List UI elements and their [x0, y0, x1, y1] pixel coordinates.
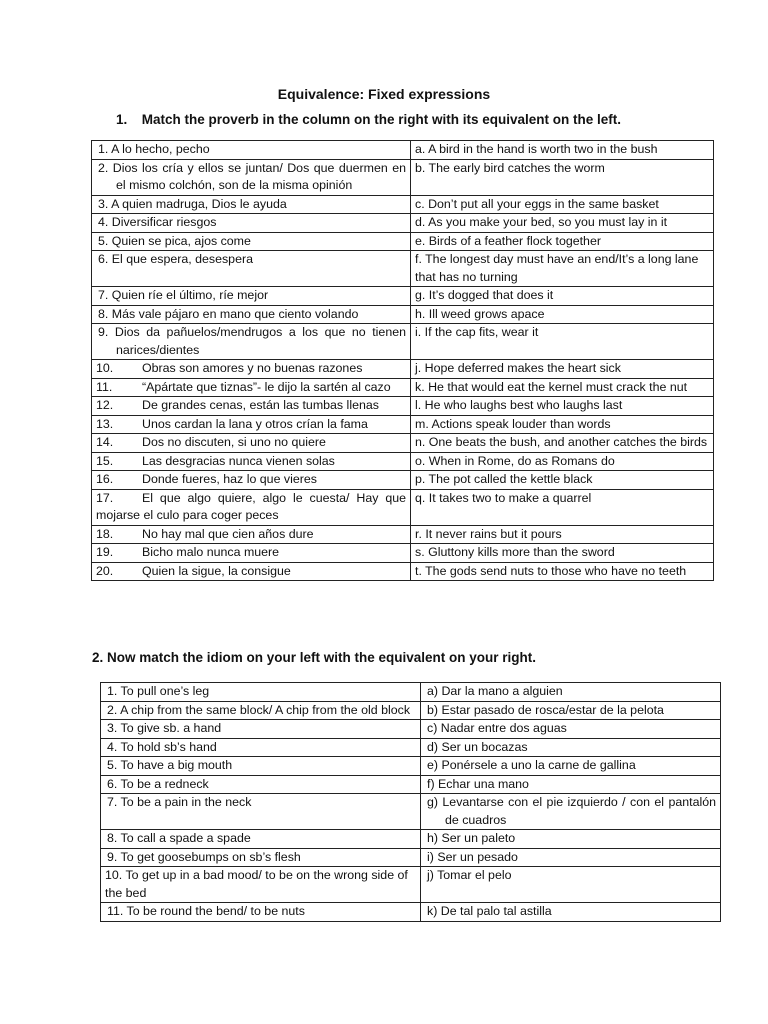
proverb-spanish-cell: 7. Quien ríe el último, ríe mejor [92, 287, 411, 306]
idiom-english-cell: 9. To get goosebumps on sb’s flesh [101, 848, 421, 867]
proverb-spanish-cell: 9. Dios da pañuelos/mendrugos a los que no tienen narices/dientes [92, 324, 411, 360]
proverb-spanish-text: Bicho malo nunca muere [142, 545, 280, 559]
idiom-spanish-cell: d) Ser un bocazas [421, 738, 721, 757]
proverb-number: 17. [96, 490, 114, 505]
idiom-row [101, 757, 721, 776]
proverb-spanish-cell [92, 562, 411, 581]
proverb-english-cell: n. One beats the bush, and another catches the birds [411, 434, 714, 453]
proverb-english-cell: q. It takes two to make a quarrel [411, 489, 714, 525]
proverb-english-cell: t. The gods send nuts to those who have no teeth [411, 562, 714, 581]
idiom-english-cell: 6. To be a redneck [101, 775, 421, 794]
proverb-spanish-cell [92, 525, 411, 544]
idiom-english-cell: 8. To call a spade a spade [101, 830, 421, 849]
idiom-spanish-cell: h) Ser un paleto [421, 830, 721, 849]
proverb-spanish-text: Quien la sigue, la consigue [142, 563, 291, 578]
idiom-english-cell: 2. A chip from the same block/ A chip from the old block [101, 701, 421, 720]
proverb-english-cell: k. He that would eat the kernel must crack the nut [411, 378, 714, 397]
proverb-english-cell: o. When in Rome, do as Romans do [411, 452, 714, 471]
idiom-row [101, 720, 721, 739]
idiom-english-cell: 10. To get up in a bad mood/ to be on the wrong side of the bed [101, 867, 421, 903]
proverb-spanish-cell: 5. Quien se pica, ajos come [92, 232, 411, 251]
proverb-row [92, 415, 714, 434]
section2-heading: 2. Now match the idiom on your left with the equivalent on your right. [92, 650, 537, 665]
idiom-english-cell: 5. To have a big mouth [101, 757, 421, 776]
idiom-english-cell: 4. To hold sb’s hand [101, 738, 421, 757]
proverb-row [92, 452, 714, 471]
proverb-row [92, 324, 714, 360]
proverb-spanish-cell: 8. Más vale pájaro en mano que ciento volando [92, 305, 411, 324]
proverb-number: 16. [96, 472, 114, 486]
idiom-row [101, 683, 721, 702]
proverb-row [92, 232, 714, 251]
proverb-spanish-text: Las desgracias nunca vienen solas [142, 453, 335, 468]
proverb-english-cell: g. It’s dogged that does it [411, 287, 714, 306]
proverbs-table [91, 140, 714, 581]
proverb-number: 15. [96, 453, 114, 468]
idiom-row [101, 738, 721, 757]
proverb-number: 19. [96, 545, 114, 559]
proverb-english-cell: f. The longest day must have an end/It’s a long lane that has no turning [411, 251, 714, 287]
proverb-english-cell: e. Birds of a feather flock together [411, 232, 714, 251]
proverb-spanish-cell [92, 489, 411, 525]
proverb-row [92, 525, 714, 544]
proverb-english-cell: p. The pot called the kettle black [411, 471, 714, 490]
proverb-spanish-cell [92, 452, 411, 471]
section1-heading-text: Match the proverb in the column on the right with its equivalent on the left. [141, 112, 622, 127]
proverb-english-cell: j. Hope deferred makes the heart sick [411, 360, 714, 379]
proverb-row [92, 251, 714, 287]
idiom-row [101, 775, 721, 794]
proverb-spanish-cell [92, 434, 411, 453]
idiom-spanish-cell: k) De tal palo tal astilla [421, 903, 721, 922]
idiom-row [101, 701, 721, 720]
proverb-english-cell: b. The early bird catches the worm [411, 159, 714, 195]
proverb-number: 13. [96, 416, 114, 431]
section1-heading [116, 112, 621, 127]
proverb-spanish-text: El que algo quiere, algo le cuesta/ Hay que mojarse el culo para coger peces [96, 490, 406, 522]
proverb-row [92, 544, 714, 563]
proverb-spanish-cell [92, 378, 411, 397]
proverb-spanish-cell [92, 415, 411, 434]
proverb-number: 11. [96, 379, 113, 394]
proverb-spanish-text: “Apártate que tiznas”- le dijo la sartén al cazo [142, 379, 391, 394]
idiom-row [101, 794, 721, 830]
proverb-row [92, 287, 714, 306]
proverb-english-cell: m. Actions speak louder than words [411, 415, 714, 434]
proverb-spanish-cell: 6. El que espera, desespera [92, 251, 411, 287]
idiom-spanish-cell: a) Dar la mano a alguien [421, 683, 721, 702]
proverb-spanish-cell: 4. Diversificar riesgos [92, 214, 411, 233]
proverb-row [92, 360, 714, 379]
proverb-english-cell: h. Ill weed grows apace [411, 305, 714, 324]
proverb-number: 12. [96, 398, 114, 412]
proverb-english-cell: a. A bird in the hand is worth two in the bush [411, 141, 714, 160]
proverb-english-cell: i. If the cap fits, wear it [411, 324, 714, 360]
idiom-row [101, 830, 721, 849]
idiom-spanish-cell: c) Nadar entre dos aguas [421, 720, 721, 739]
proverb-row [92, 305, 714, 324]
proverb-spanish-text: Donde fueres, haz lo que vieres [142, 472, 317, 486]
proverb-english-cell: l. He who laughs best who laughs last [411, 397, 714, 416]
proverb-row [92, 562, 714, 581]
proverb-spanish-text: De grandes cenas, están las tumbas llenas [142, 398, 379, 412]
idiom-english-cell: 11. To be round the bend/ to be nuts [101, 903, 421, 922]
proverb-row [92, 489, 714, 525]
proverb-english-cell: r. It never rains but it pours [411, 525, 714, 544]
proverb-spanish-cell: 3. A quien madruga, Dios le ayuda [92, 195, 411, 214]
idiom-spanish-cell: e) Ponérsele a uno la carne de gallina [421, 757, 721, 776]
document-title: Equivalence: Fixed expressions [277, 86, 491, 102]
proverb-row [92, 195, 714, 214]
section1-number: 1. [116, 112, 128, 127]
idiom-spanish-cell: f) Echar una mano [421, 775, 721, 794]
proverb-row [92, 471, 714, 490]
idiom-english-cell: 1. To pull one’s leg [101, 683, 421, 702]
proverb-spanish-cell [92, 397, 411, 416]
proverb-number: 18. [96, 526, 114, 541]
proverb-spanish-cell [92, 360, 411, 379]
proverb-english-cell: c. Don’t put all your eggs in the same basket [411, 195, 714, 214]
proverb-number: 10. [96, 361, 114, 375]
proverb-spanish-cell [92, 544, 411, 563]
proverb-spanish-cell: 2. Dios los cría y ellos se juntan/ Dos que duermen en el mismo colchón, son de la misma opinión [92, 159, 411, 195]
idiom-spanish-cell: g) Levantarse con el pie izquierdo / con el pantalón de cuadros [421, 794, 721, 830]
proverb-row [92, 378, 714, 397]
idiom-row [101, 848, 721, 867]
proverb-number: 20. [96, 563, 114, 578]
proverb-english-cell: d. As you make your bed, so you must lay in it [411, 214, 714, 233]
idiom-row [101, 903, 721, 922]
idiom-spanish-cell: b) Estar pasado de rosca/estar de la pelota [421, 701, 721, 720]
idiom-spanish-cell: j) Tomar el pelo [421, 867, 721, 903]
idiom-row [101, 867, 721, 903]
idioms-table [100, 682, 721, 922]
proverb-row [92, 214, 714, 233]
proverb-english-cell: s. Gluttony kills more than the sword [411, 544, 714, 563]
idiom-spanish-cell: i) Ser un pesado [421, 848, 721, 867]
proverb-spanish-cell [92, 471, 411, 490]
proverb-row [92, 397, 714, 416]
proverb-number: 14. [96, 435, 114, 449]
idiom-english-cell: 7. To be a pain in the neck [101, 794, 421, 830]
proverb-spanish-text: Unos cardan la lana y otros crían la fama [142, 416, 368, 431]
proverb-row [92, 159, 714, 195]
proverb-spanish-text: Obras son amores y no buenas razones [142, 361, 363, 375]
proverb-row [92, 141, 714, 160]
proverb-spanish-cell: 1. A lo hecho, pecho [92, 141, 411, 160]
idiom-english-cell: 3. To give sb. a hand [101, 720, 421, 739]
proverb-row [92, 434, 714, 453]
proverb-spanish-text: Dos no discuten, si uno no quiere [142, 435, 326, 449]
proverb-spanish-text: No hay mal que cien años dure [142, 526, 314, 541]
